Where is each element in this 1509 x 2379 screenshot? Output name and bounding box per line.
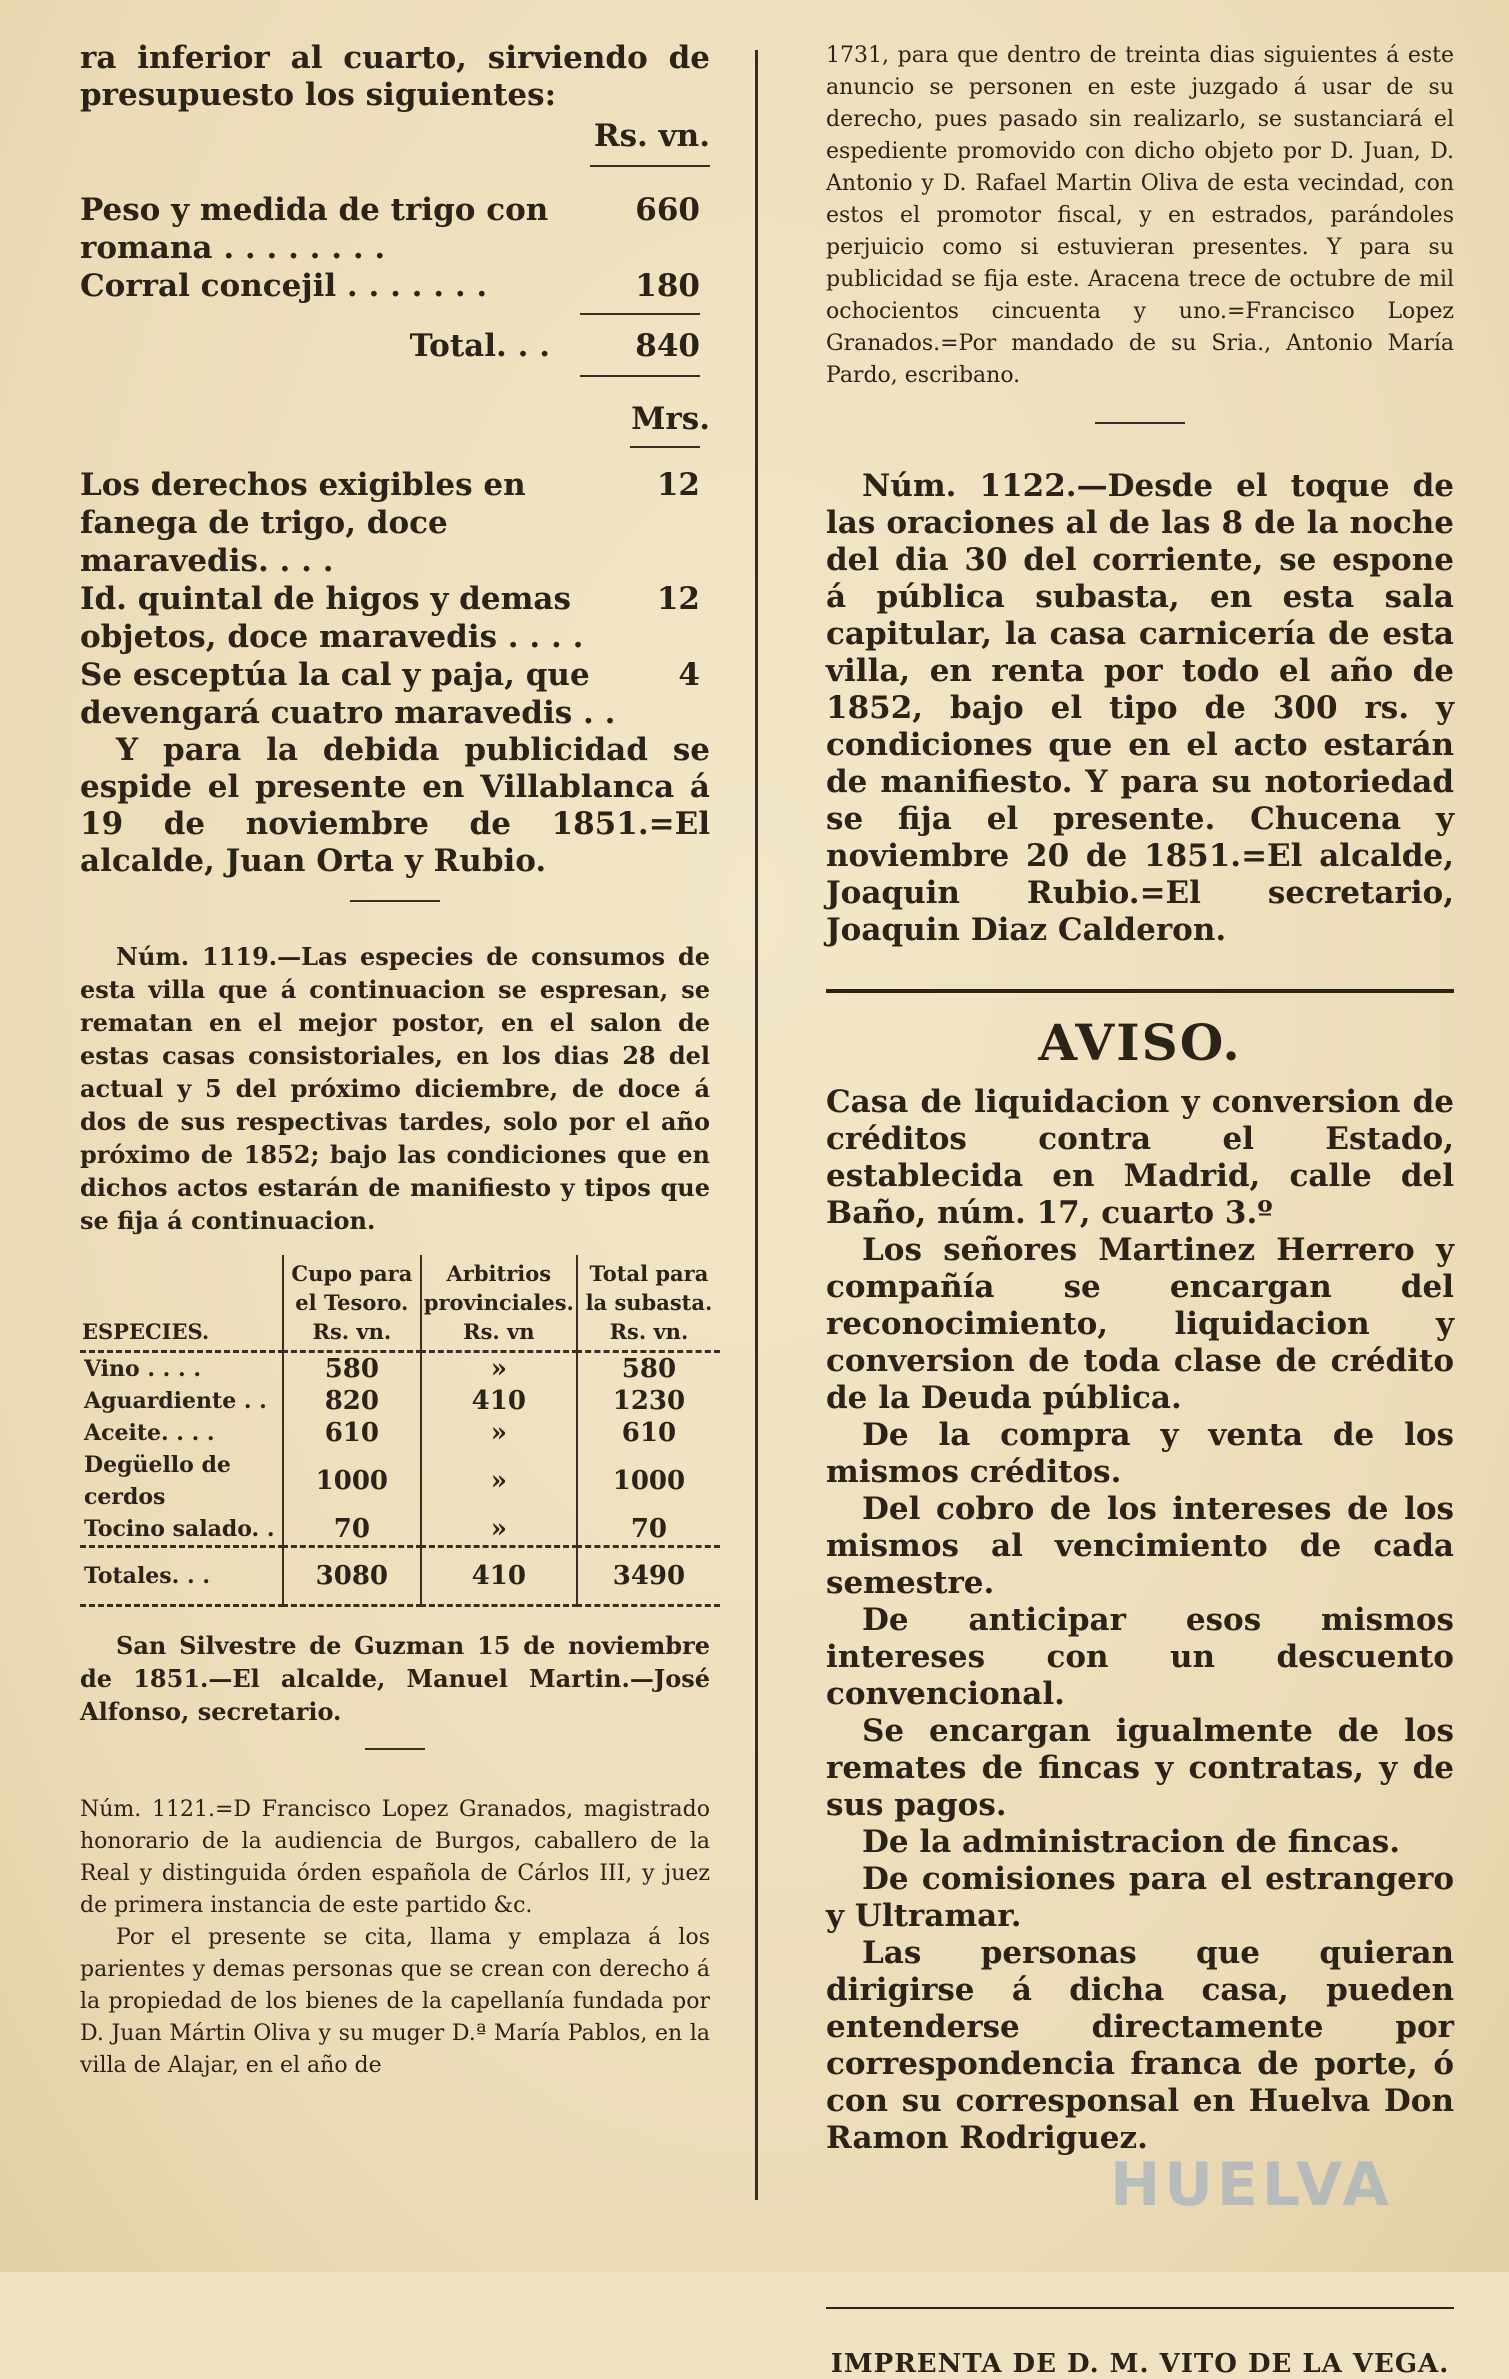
- totals-row: [80, 1547, 720, 1606]
- archive-watermark: [1110, 2150, 1410, 2240]
- total-label: Total. . .: [409, 328, 550, 364]
- notice-1121-header: Núm. 1121.=D Francisco Lopez Granados, magistrado honorario de la audiencia de Burgos, caballero de la Real y distinguida órden española de Cárlos III, y juez de primera instancia de este partido &c.: [80, 1797, 710, 1918]
- derecho-label: Id. quintal de higos y demas objetos, doce maravedis . . . .: [80, 581, 584, 655]
- cupo-cell: 1000: [283, 1449, 421, 1513]
- cupo-cell: 820: [283, 1385, 421, 1417]
- budget-row: [80, 267, 700, 305]
- header-arbitrios: Arbitrios provinciales. Rs. vn: [421, 1255, 577, 1352]
- aviso-paragraph: De comisiones para el estrangero y Ultramar.: [826, 1861, 1454, 1934]
- total-cell: 1000: [577, 1449, 720, 1513]
- aviso-body: [826, 1084, 1454, 2157]
- budget-label: Corral concejil . . . . . . .: [80, 268, 488, 304]
- right-column: [826, 40, 1454, 2379]
- notice-1121-body: Por el presente se cita, llama y emplaza á los parientes y demas personas que se crean con derecho á la propiedad de los bienes de la capellanía fundada por D. Juan Mártin Oliva y su muger D.ª María Pablos, en la villa de Alajar, en el año de: [80, 1925, 710, 2078]
- rs-header: Rs. vn.: [593, 118, 710, 154]
- aviso-paragraph: De la administracion de fincas.: [862, 1824, 1401, 1860]
- derecho-value: 4: [678, 657, 700, 693]
- aviso-paragraph: Casa de liquidacion y conversion de créditos contra el Estado, establecida en Madrid, calle del Baño, núm. 17, cuarto 3.º: [826, 1084, 1454, 1231]
- derecho-row: [80, 656, 700, 732]
- arbitrios-cell: »: [421, 1513, 577, 1547]
- budget-row: [80, 191, 700, 267]
- budget-value: 180: [635, 268, 700, 304]
- aviso-paragraph: Del cobro de los intereses de los mismos al vencimiento de cada semestre.: [826, 1491, 1454, 1601]
- consumos-table: [80, 1255, 720, 1607]
- table-row: [80, 1417, 720, 1449]
- cupo-cell: 580: [283, 1352, 421, 1386]
- derecho-value: 12: [656, 581, 700, 617]
- mrs-header: Mrs.: [631, 401, 710, 437]
- total-cell: 70: [577, 1513, 720, 1547]
- left-column: [80, 40, 713, 2082]
- cupo-cell: 610: [283, 1417, 421, 1449]
- arbitrios-cell: »: [421, 1449, 577, 1513]
- totals-arbitrios: 410: [421, 1547, 577, 1606]
- villablanca-closing: Y para la debida publicidad se espide el presente en Villablanca á 19 de noviembre de 1851.=El alcalde, Juan Orta y Rubio.: [80, 732, 710, 879]
- aviso-paragraph: Los señores Martinez Herrero y compañía se encargan del reconocimiento, liquidacion y conversion de toda clase de crédito de la Deuda pública.: [826, 1232, 1454, 1416]
- sansilvestre-signature: San Silvestre de Guzman 15 de noviembre de 1851.—El alcalde, Manuel Martin.—José Alfonso, secretario.: [80, 1631, 710, 1726]
- aviso-paragraph: De la compra y venta de los mismos créditos.: [826, 1417, 1454, 1490]
- notice-1121-continuation: 1731, para que dentro de treinta dias siguientes á este anuncio se personen en este juzgado á usar de su derecho, pues pasado sin realizarlo, se sustanciará el espediente promovido con dicho objeto por D. Juan, D. Antonio y D. Rafael Martin Oliva de esta vecindad, con estos el promotor fiscal, y en estrados, parándoles perjuicio como si estuvieran presentes. Y para su publicidad se fija este. Aracena trece de octubre de mil ochocientos cincuenta y uno.=Francisco Lopez Granados.=Por mandado de su Sria., Antonio María Pardo, escribano.: [826, 43, 1454, 388]
- arbitrios-cell: 410: [421, 1385, 577, 1417]
- aviso-title: AVISO.: [1038, 1013, 1242, 1072]
- total-cell: 610: [577, 1417, 720, 1449]
- table-header-row: [80, 1255, 720, 1352]
- divider-ornament: [630, 446, 700, 452]
- especie-cell: Aceite. . . .: [84, 1420, 215, 1446]
- totals-cupo: 3080: [283, 1547, 421, 1606]
- derechos-list: [80, 466, 700, 732]
- sum-rule: [580, 375, 700, 381]
- total-cell: 1230: [577, 1385, 720, 1417]
- table-row: [80, 1449, 720, 1513]
- derecho-row: [80, 466, 700, 580]
- cupo-cell: 70: [283, 1513, 421, 1547]
- derecho-value: 12: [656, 467, 700, 503]
- total-cell: 580: [577, 1352, 720, 1386]
- table-row: [80, 1513, 720, 1547]
- derecho-label: Se esceptúa la cal y paja, que devengará cuatro maravedis . .: [80, 657, 616, 731]
- imprenta-rule: [826, 2307, 1454, 2309]
- aviso-paragraph: De anticipar esos mismos intereses con un descuento convencional.: [826, 1602, 1454, 1712]
- especie-cell: Degüello de cerdos: [84, 1452, 231, 1510]
- divider-ornament: [590, 165, 710, 171]
- header-especies: ESPECIES.: [82, 1319, 210, 1344]
- header-total: Total para la subasta. Rs. vn.: [577, 1255, 720, 1352]
- arbitrios-cell: »: [421, 1352, 577, 1386]
- section-divider: [350, 900, 440, 906]
- especie-cell: Vino . . . .: [84, 1356, 201, 1382]
- derecho-row: [80, 580, 700, 656]
- totals-label: Totales. . .: [84, 1563, 210, 1589]
- header-cupo: Cupo para el Tesoro. Rs. vn.: [283, 1255, 421, 1352]
- totals-total: 3490: [577, 1547, 720, 1606]
- arbitrios-cell: »: [421, 1417, 577, 1449]
- budget-list: [80, 191, 700, 381]
- sum-rule: [580, 313, 700, 319]
- notice-1119: Núm. 1119.—Las especies de consumos de esta villa que á continuacion se espresan, se rematan en el mejor postor, en el salon de estas casas consistoriales, en los dias 28 del actual y 5 del próximo diciembre, de doce á dos de sus respectivas tardes, solo por el año próximo de 1852; bajo las condiciones que en dichos actos estarán de manifiesto y tipos que se fija á continuacion.: [80, 942, 710, 1235]
- column-divider: [755, 50, 758, 2200]
- section-divider: [365, 1748, 425, 1754]
- aviso-paragraph: Las personas que quieran dirigirse á dicha casa, pueden entenderse directamente por correspondencia franca de porte, ó con su corresponsal en Huelva Don Ramon Rodriguez.: [826, 1935, 1454, 2156]
- total-value: 840: [635, 328, 700, 364]
- intro-text: ra inferior al cuarto, sirviendo de presupuesto los siguientes:: [80, 40, 710, 113]
- section-divider: [1095, 422, 1185, 428]
- budget-value: 660: [635, 192, 700, 228]
- especie-cell: Tocino salado. .: [84, 1516, 275, 1542]
- aviso-paragraph: Se encargan igualmente de los remates de fincas y contratas, y de sus pagos.: [826, 1713, 1454, 1823]
- table-row: [80, 1352, 720, 1386]
- derecho-label: Los derechos exigibles en fanega de trigo, doce maravedis. . . .: [80, 467, 526, 579]
- total-row: [80, 327, 700, 365]
- imprenta-line: IMPRENTA DE D. M. VITO DE LA VEGA.: [830, 2349, 1450, 2379]
- budget-label: Peso y medida de trigo con romana . . . . . . . .: [80, 192, 549, 266]
- watermark-text: HUELVA: [1110, 2150, 1393, 2220]
- notice-1122: Núm. 1122.—Desde el toque de las oraciones al de las 8 de la noche del dia 30 del corriente, se espone á pública subasta, en esta sala capitular, la casa carnicería de esta villa, en renta por todo el año de 1852, bajo el tipo de 300 rs. y condiciones que en el acto estarán de manifiesto. Y para su notoriedad se fija el presente. Chucena y noviembre 20 de 1851.=El alcalde, Joaquin Rubio.=El secretario, Joaquin Diaz Calderon.: [826, 468, 1454, 948]
- table-row: [80, 1385, 720, 1417]
- especie-cell: Aguardiente . .: [84, 1388, 267, 1414]
- aviso-rule: [826, 989, 1454, 993]
